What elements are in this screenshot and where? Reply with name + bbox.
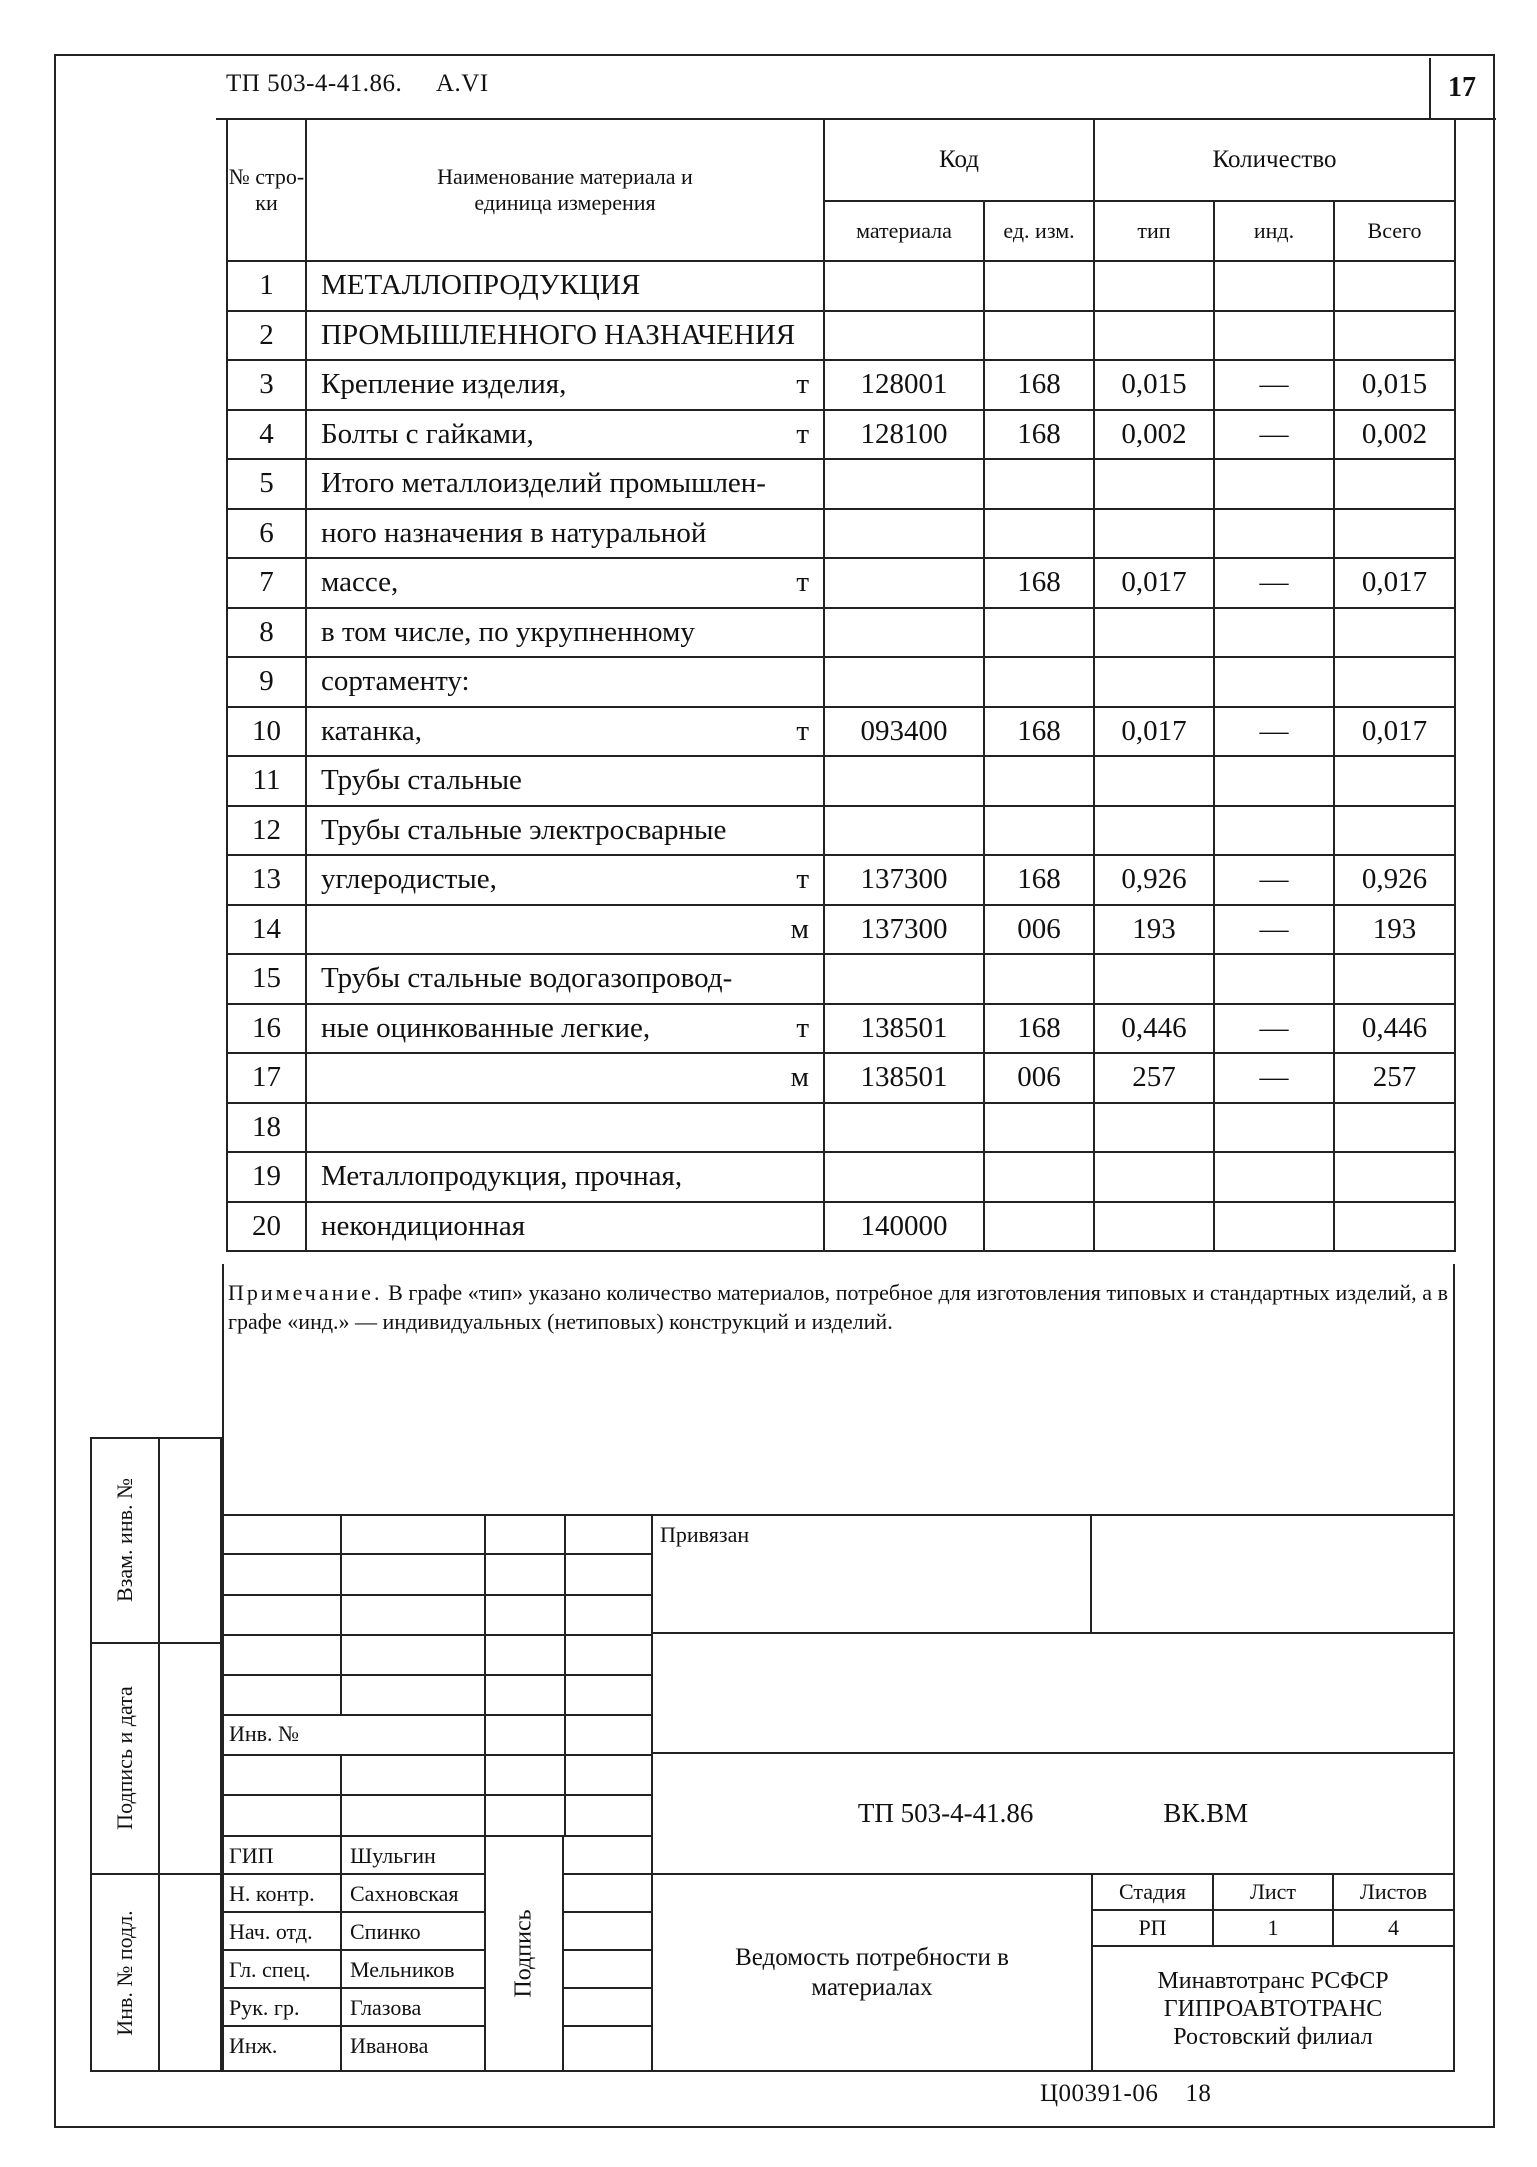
table-row	[227, 1202, 1455, 1252]
col-header-row-no: № стро-ки	[227, 119, 306, 261]
sheets-label: Листов	[1332, 1873, 1455, 1911]
sheet-number: 17	[1429, 58, 1493, 118]
material-name-cell	[306, 558, 824, 608]
header	[226, 70, 489, 98]
qty-type	[1094, 509, 1214, 559]
table-row	[227, 360, 1455, 410]
unit-code: 006	[984, 905, 1094, 955]
stage-value: РП	[1091, 1909, 1214, 1947]
title-block-cell	[484, 1754, 566, 1796]
row-number: 18	[227, 1103, 306, 1153]
title-block-cell	[484, 1594, 566, 1636]
signature-cell	[562, 1987, 653, 2027]
unit-of-measure: т	[796, 1011, 809, 1044]
unit-code	[984, 509, 1094, 559]
material-code	[824, 558, 984, 608]
org-line-2: ГИПРОАВТОТРАНС	[1163, 1996, 1383, 2022]
qty-type	[1094, 756, 1214, 806]
qty-total	[1334, 756, 1455, 806]
unit-code	[984, 459, 1094, 509]
title-block-cell	[222, 1794, 342, 1837]
material-name: ного назначения в натуральной	[321, 516, 707, 549]
unit-code	[984, 756, 1094, 806]
material-code	[824, 608, 984, 658]
qty-total: 0,446	[1334, 1004, 1455, 1054]
material-name: Болты с гайками,	[321, 417, 534, 450]
material-code	[824, 806, 984, 856]
title-block-cell	[340, 1754, 486, 1796]
material-code	[824, 311, 984, 361]
qty-total	[1334, 806, 1455, 856]
material-name: углеродистые,	[321, 863, 497, 896]
qty-individual	[1214, 756, 1334, 806]
title-block-cell	[222, 1553, 342, 1596]
signature-cell	[562, 1873, 653, 1913]
materials-table	[226, 118, 1456, 1252]
qty-type: 0,926	[1094, 855, 1214, 905]
qty-type	[1094, 1103, 1214, 1153]
material-name-cell	[306, 459, 824, 509]
doc-mark: ВК.ВМ	[1163, 1798, 1249, 1828]
row-number: 12	[227, 806, 306, 856]
doc-code: ТП 503-4-41.86	[857, 1798, 1034, 1828]
inv-no-label: Инв. №	[229, 1721, 300, 1746]
col-header-individual: инд.	[1214, 201, 1334, 261]
title-block-cell	[564, 1754, 653, 1796]
table-row	[227, 905, 1455, 955]
qty-total	[1334, 657, 1455, 707]
row-number: 16	[227, 1004, 306, 1054]
col-header-name: Наименование материала и единица измерения	[306, 119, 824, 261]
qty-individual	[1214, 1152, 1334, 1202]
qty-individual: —	[1214, 1053, 1334, 1103]
unit-code	[984, 311, 1094, 361]
qty-total	[1334, 954, 1455, 1004]
qty-individual	[1214, 954, 1334, 1004]
material-name: сортаменту:	[321, 665, 470, 698]
signature-cell	[562, 2025, 653, 2072]
table-row	[227, 558, 1455, 608]
qty-total	[1334, 608, 1455, 658]
qty-total	[1334, 509, 1455, 559]
material-name-cell	[306, 707, 824, 757]
row-number: 4	[227, 410, 306, 460]
qty-individual	[1214, 1202, 1334, 1252]
unit-of-measure: т	[796, 566, 809, 599]
title-block-cell	[564, 1714, 653, 1756]
doc-title: Ведомость потребности в материалах	[651, 1873, 1093, 2072]
qty-type	[1094, 459, 1214, 509]
col-header-unit-code: ед. изм.	[984, 201, 1094, 261]
material-code	[824, 954, 984, 1004]
material-name-cell	[306, 905, 824, 955]
table-row	[227, 1053, 1455, 1103]
table-row	[227, 509, 1455, 559]
row-number: 3	[227, 360, 306, 410]
unit-code: 168	[984, 855, 1094, 905]
row-number: 1	[227, 261, 306, 311]
note-label: Примечание.	[228, 1280, 383, 1305]
qty-individual: —	[1214, 905, 1334, 955]
title-block-cell	[340, 1634, 486, 1676]
material-code	[824, 657, 984, 707]
unit-code	[984, 608, 1094, 658]
qty-individual: —	[1214, 410, 1334, 460]
unit-code: 168	[984, 558, 1094, 608]
unit-code	[984, 1202, 1094, 1252]
material-code: 138501	[824, 1053, 984, 1103]
material-name-cell	[306, 509, 824, 559]
qty-type: 0,017	[1094, 707, 1214, 757]
stamp-signature-date-label: Подпись и дата	[112, 1686, 137, 1830]
qty-individual	[1214, 459, 1334, 509]
qty-type	[1094, 608, 1214, 658]
organization-box	[1091, 1945, 1455, 2072]
unit-code: 168	[984, 1004, 1094, 1054]
stage-label: Стадия	[1091, 1873, 1214, 1911]
material-name: ные оцинкованные легкие,	[321, 1011, 651, 1044]
title-block-cell	[484, 1674, 566, 1716]
qty-total: 0,926	[1334, 855, 1455, 905]
role-person-name: Мельников	[340, 1949, 486, 1989]
material-code: 138501	[824, 1004, 984, 1054]
org-line-1: Минавтотранс РСФСР	[1157, 1968, 1389, 1994]
material-name-cell	[306, 855, 824, 905]
qty-individual	[1214, 311, 1334, 361]
material-code: 128001	[824, 360, 984, 410]
table-row	[227, 806, 1455, 856]
material-name: Металлопродукция, прочная,	[321, 1160, 683, 1193]
role-title: Нач. отд.	[222, 1911, 342, 1951]
material-name: Трубы стальные водогазопровод-	[321, 962, 733, 995]
qty-type	[1094, 1202, 1214, 1252]
row-number: 2	[227, 311, 306, 361]
role-person-name: Спинко	[340, 1911, 486, 1951]
qty-type	[1094, 806, 1214, 856]
title-block-cell	[340, 1553, 486, 1596]
material-code	[824, 261, 984, 311]
row-number: 14	[227, 905, 306, 955]
unit-code	[984, 954, 1094, 1004]
row-number: 5	[227, 459, 306, 509]
material-name-cell	[306, 1103, 824, 1153]
table-row	[227, 954, 1455, 1004]
qty-total: 257	[1334, 1053, 1455, 1103]
org-line-3: Ростовский филиал	[1173, 2024, 1373, 2050]
material-name: некондиционная	[321, 1209, 526, 1242]
role-title: Инж.	[222, 2025, 342, 2072]
col-header-quantity: Количество	[1094, 119, 1455, 201]
title-block-cell	[222, 1514, 342, 1555]
material-name: ПРОМЫШЛЕННОГО НАЗНАЧЕНИЯ	[321, 318, 796, 351]
row-number: 13	[227, 855, 306, 905]
material-name-cell	[306, 1053, 824, 1103]
material-name-cell	[306, 657, 824, 707]
material-name-cell	[306, 806, 824, 856]
row-number: 15	[227, 954, 306, 1004]
qty-type: 0,002	[1094, 410, 1214, 460]
title-block-cell	[484, 1634, 566, 1676]
unit-of-measure: т	[796, 863, 809, 896]
material-name-cell	[306, 1202, 824, 1252]
qty-individual: —	[1214, 855, 1334, 905]
note-text: В графе «тип» указано количество материалов, потребное для изготовления типовых и стандартных изделий, а в графе «инд.» — индивидуальных (нетиповых) конструкций и изделий.	[228, 1280, 1448, 1334]
table-row	[227, 756, 1455, 806]
qty-individual: —	[1214, 707, 1334, 757]
material-name-cell	[306, 360, 824, 410]
material-name: Трубы стальные	[321, 764, 522, 797]
material-code	[824, 1152, 984, 1202]
unit-code: 168	[984, 410, 1094, 460]
qty-individual	[1214, 608, 1334, 658]
material-name-cell	[306, 1152, 824, 1202]
title-block-cell	[564, 1674, 653, 1716]
blank-box	[651, 1632, 1455, 1754]
table-row	[227, 707, 1455, 757]
col-header-code: Код	[824, 119, 1094, 201]
material-name: в том числе, по укрупненному	[321, 615, 695, 648]
role-person-name: Сахновская	[340, 1873, 486, 1913]
qty-type: 257	[1094, 1053, 1214, 1103]
doc-code-box	[651, 1752, 1455, 1875]
material-code	[824, 756, 984, 806]
row-number: 8	[227, 608, 306, 658]
row-number: 6	[227, 509, 306, 559]
unit-code: 168	[984, 707, 1094, 757]
table-row	[227, 1004, 1455, 1054]
qty-total: 193	[1334, 905, 1455, 955]
material-code: 128100	[824, 410, 984, 460]
title-block-cell	[340, 1674, 486, 1716]
qty-type	[1094, 311, 1214, 361]
table-row	[227, 410, 1455, 460]
material-name: катанка,	[321, 714, 422, 747]
sheet-value: 1	[1212, 1909, 1334, 1947]
unit-code: 168	[984, 360, 1094, 410]
qty-type: 0,017	[1094, 558, 1214, 608]
material-name: Итого металлоизделий промышлен-	[321, 467, 766, 500]
qty-type	[1094, 261, 1214, 311]
qty-individual	[1214, 806, 1334, 856]
qty-total: 0,002	[1334, 410, 1455, 460]
table-row	[227, 1152, 1455, 1202]
unit-code	[984, 1152, 1094, 1202]
unit-code: 006	[984, 1053, 1094, 1103]
qty-individual	[1214, 261, 1334, 311]
qty-total: 0,017	[1334, 707, 1455, 757]
qty-total	[1334, 311, 1455, 361]
material-name-cell	[306, 756, 824, 806]
unit-code	[984, 806, 1094, 856]
unit-of-measure: т	[796, 417, 809, 450]
role-person-name: Шульгин	[340, 1835, 486, 1875]
signature-cell	[562, 1911, 653, 1951]
header-doc-code: ТП 503-4-41.86.	[226, 70, 403, 97]
material-code	[824, 459, 984, 509]
stamp-inv-podl-label: Инв. № подл.	[112, 1910, 137, 2036]
qty-total	[1334, 459, 1455, 509]
qty-type: 0,015	[1094, 360, 1214, 410]
qty-type	[1094, 1152, 1214, 1202]
header-album: А.VI	[435, 70, 489, 97]
col-header-type: тип	[1094, 201, 1214, 261]
title-block-cell	[484, 1714, 566, 1756]
footer	[1040, 2080, 1211, 2108]
material-name-cell	[306, 954, 824, 1004]
material-code: 140000	[824, 1202, 984, 1252]
title-block-cell	[484, 1553, 566, 1596]
material-name-cell	[306, 410, 824, 460]
qty-type	[1094, 954, 1214, 1004]
material-name: Трубы стальные электросварные	[321, 813, 727, 846]
row-number: 20	[227, 1202, 306, 1252]
table-row	[227, 657, 1455, 707]
row-number: 19	[227, 1152, 306, 1202]
title-block-cell	[564, 1553, 653, 1596]
material-name-cell	[306, 608, 824, 658]
role-person-name: Глазова	[340, 1987, 486, 2027]
footer-page: 18	[1185, 2080, 1212, 2107]
footer-code: Ц00391-06	[1040, 2080, 1159, 2107]
title-block-cell	[222, 1634, 342, 1676]
qty-total: 0,015	[1334, 360, 1455, 410]
title-block-cell	[222, 1594, 342, 1636]
material-name-cell	[306, 261, 824, 311]
row-number: 10	[227, 707, 306, 757]
unit-code	[984, 657, 1094, 707]
row-number: 9	[227, 657, 306, 707]
sheets-value: 4	[1332, 1909, 1455, 1947]
role-title: ГИП	[222, 1835, 342, 1875]
unit-of-measure: т	[796, 368, 809, 401]
qty-total	[1334, 261, 1455, 311]
qty-individual: —	[1214, 360, 1334, 410]
table-row	[227, 459, 1455, 509]
row-number: 7	[227, 558, 306, 608]
material-name: массе,	[321, 566, 399, 599]
qty-total	[1334, 1202, 1455, 1252]
material-name-cell	[306, 311, 824, 361]
qty-type: 193	[1094, 905, 1214, 955]
row-number: 11	[227, 756, 306, 806]
row-number: 17	[227, 1053, 306, 1103]
title-block-cell	[222, 1674, 342, 1716]
role-title: Рук. гр.	[222, 1987, 342, 2027]
col-header-total: Всего	[1334, 201, 1455, 261]
title-block-cell	[222, 1754, 342, 1796]
title-block-cell	[564, 1594, 653, 1636]
material-code: 093400	[824, 707, 984, 757]
signature-cell	[562, 1949, 653, 1989]
unit-of-measure: т	[796, 714, 809, 747]
table-row	[227, 608, 1455, 658]
podpis-label: Подпись	[510, 1909, 537, 1998]
material-name: МЕТАЛЛОПРОДУКЦИЯ	[321, 269, 641, 302]
material-code: 137300	[824, 905, 984, 955]
material-code	[824, 509, 984, 559]
role-person-name: Иванова	[340, 2025, 486, 2072]
sheet-label: Лист	[1212, 1873, 1334, 1911]
qty-individual	[1214, 509, 1334, 559]
qty-total	[1334, 1152, 1455, 1202]
table-row	[227, 261, 1455, 311]
unit-of-measure: м	[790, 912, 809, 945]
qty-individual: —	[1214, 558, 1334, 608]
qty-individual	[1214, 1103, 1334, 1153]
material-name: Крепление изделия,	[321, 368, 567, 401]
title-block-cell	[564, 1514, 653, 1555]
title-block-cell	[564, 1634, 653, 1676]
material-code	[824, 1103, 984, 1153]
col-header-material-code: материала	[824, 201, 984, 261]
table-row	[227, 1103, 1455, 1153]
material-name-cell	[306, 1004, 824, 1054]
unit-code	[984, 261, 1094, 311]
privyazan-label: Привязан	[660, 1522, 750, 1547]
qty-total	[1334, 1103, 1455, 1153]
role-title: Гл. спец.	[222, 1949, 342, 1989]
title-block-cell	[484, 1514, 566, 1555]
qty-individual: —	[1214, 1004, 1334, 1054]
unit-of-measure: м	[790, 1061, 809, 1094]
table-row	[227, 855, 1455, 905]
material-code: 137300	[824, 855, 984, 905]
qty-type: 0,446	[1094, 1004, 1214, 1054]
title-block-cell	[340, 1794, 486, 1837]
title-block-cell	[484, 1794, 566, 1837]
qty-individual	[1214, 657, 1334, 707]
title-block-cell	[340, 1594, 486, 1636]
qty-type	[1094, 657, 1214, 707]
qty-total: 0,017	[1334, 558, 1455, 608]
note	[228, 1278, 1448, 1336]
stamp-vzam-label: Взам. инв. №	[112, 1478, 137, 1602]
title-block-cell	[564, 1794, 653, 1837]
table-row	[227, 311, 1455, 361]
title-block-cell	[340, 1514, 486, 1555]
unit-code	[984, 1103, 1094, 1153]
role-title: Н. контр.	[222, 1873, 342, 1913]
